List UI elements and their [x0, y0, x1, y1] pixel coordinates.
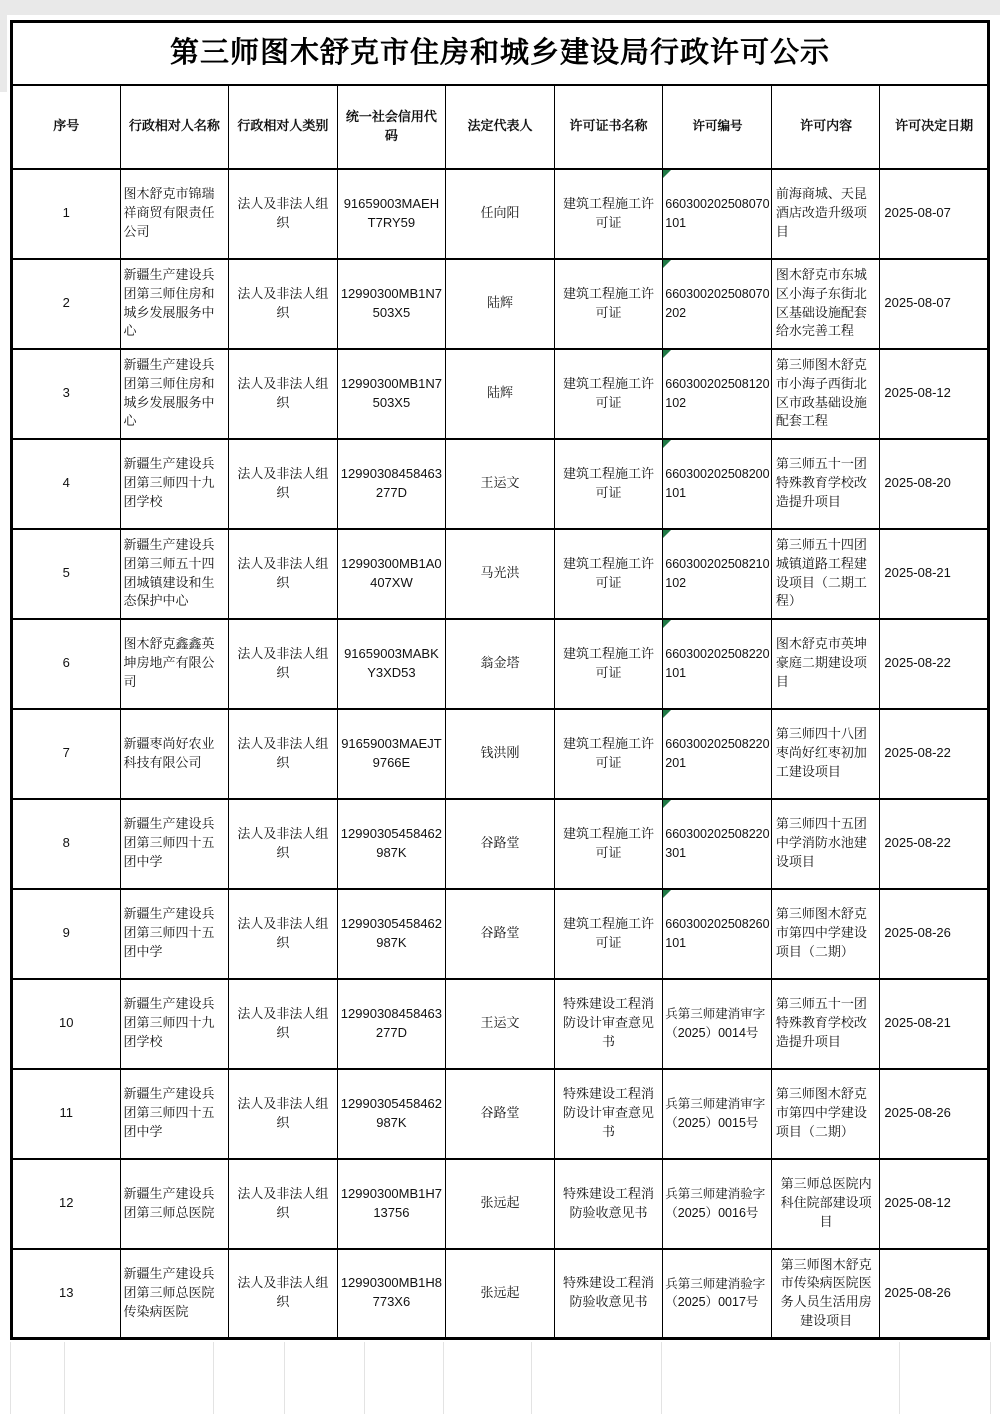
- gridline: [661, 1342, 662, 1414]
- cell-rep: 张远起: [446, 1249, 555, 1339]
- cell-code: 12990305458462987K: [337, 1069, 446, 1159]
- table-row: [12, 1249, 989, 1339]
- number-as-text-marker-icon: [663, 890, 671, 898]
- cell-content: 第三师五十一团特殊教育学校改造提升项目: [771, 439, 880, 529]
- cell-date: 2025-08-12: [880, 349, 989, 439]
- gridline: [990, 1342, 991, 1414]
- column-header-no: 许可编号: [663, 85, 772, 169]
- cell-category: 法人及非法人组织: [229, 439, 338, 529]
- cell-code: 12990308458463277D: [337, 439, 446, 529]
- cell-name: 新疆生产建设兵团第三师总医院: [120, 1159, 229, 1249]
- cell-cert: 建筑工程施工许可证: [554, 619, 663, 709]
- cell-rep: 陆辉: [446, 259, 555, 349]
- number-as-text-marker-icon: [663, 350, 671, 358]
- table-row: [12, 619, 989, 709]
- table-row: [12, 259, 989, 349]
- table-row: [12, 529, 989, 619]
- table-row: [12, 1159, 989, 1249]
- cell-seq: 2: [12, 259, 121, 349]
- cell-no: 660300202508220201: [663, 709, 772, 799]
- cell-content: 第三师图木舒克市小海子西街北区市政基础设施配套工程: [771, 349, 880, 439]
- cell-name: 新疆生产建设兵团第三师住房和城乡发展服务中心: [120, 349, 229, 439]
- header-row: [12, 85, 989, 169]
- cell-date: 2025-08-07: [880, 169, 989, 259]
- table-row: [12, 349, 989, 439]
- cell-rep: 谷路堂: [446, 1069, 555, 1159]
- cell-category: 法人及非法人组织: [229, 889, 338, 979]
- cell-name: 新疆生产建设兵团第三师四十五团中学: [120, 1069, 229, 1159]
- cell-content: 第三师图木舒克市第四中学建设项目（二期）: [771, 1069, 880, 1159]
- column-header-code: 统一社会信用代码: [337, 85, 446, 169]
- page-title: 第三师图木舒克市住房和城乡建设局行政许可公示: [12, 22, 989, 85]
- cell-date: 2025-08-22: [880, 619, 989, 709]
- gridline: [364, 1342, 365, 1414]
- gridline: [213, 1342, 214, 1414]
- column-header-seq: 序号: [12, 85, 121, 169]
- cell-date: 2025-08-26: [880, 1069, 989, 1159]
- cell-date: 2025-08-22: [880, 799, 989, 889]
- cell-content: 第三师图木舒克市传染病医院医务人员生活用房建设项目: [771, 1249, 880, 1339]
- cell-rep: 王运文: [446, 439, 555, 529]
- number-as-text-marker-icon: [663, 530, 671, 538]
- sheet: [10, 20, 990, 1340]
- permit-table: [10, 20, 990, 1340]
- cell-code: 12990308458463277D: [337, 979, 446, 1069]
- cell-date: 2025-08-21: [880, 529, 989, 619]
- cell-seq: 13: [12, 1249, 121, 1339]
- cell-name: 新疆生产建设兵团第三师四十五团中学: [120, 799, 229, 889]
- cell-category: 法人及非法人组织: [229, 529, 338, 619]
- cell-seq: 11: [12, 1069, 121, 1159]
- gridline: [531, 1342, 532, 1414]
- cell-name: 新疆生产建设兵团第三师四十九团学校: [120, 979, 229, 1069]
- cell-cert: 建筑工程施工许可证: [554, 529, 663, 619]
- cell-category: 法人及非法人组织: [229, 1069, 338, 1159]
- table-row: [12, 709, 989, 799]
- gridline: [899, 1342, 900, 1414]
- table-row: [12, 979, 989, 1069]
- cell-category: 法人及非法人组织: [229, 979, 338, 1069]
- page-margin-top: [0, 0, 1000, 15]
- cell-seq: 5: [12, 529, 121, 619]
- cell-cert: 建筑工程施工许可证: [554, 259, 663, 349]
- cell-rep: 谷路堂: [446, 889, 555, 979]
- cell-content: 第三师总医院内科住院部建设项目: [771, 1159, 880, 1249]
- cell-category: 法人及非法人组织: [229, 1159, 338, 1249]
- cell-content: 图木舒克市英坤豪庭二期建设项目: [771, 619, 880, 709]
- cell-code: 12990300MB1N7503X5: [337, 349, 446, 439]
- cell-seq: 7: [12, 709, 121, 799]
- table-row: [12, 439, 989, 529]
- cell-cert: 建筑工程施工许可证: [554, 349, 663, 439]
- cell-no: 兵第三师建消验字（2025）0017号: [663, 1249, 772, 1339]
- cell-no: 660300202508220101: [663, 619, 772, 709]
- cell-content: 图木舒克市东城区小海子东街北区基础设施配套给水完善工程: [771, 259, 880, 349]
- column-header-category: 行政相对人类别: [229, 85, 338, 169]
- cell-rep: 钱洪刚: [446, 709, 555, 799]
- cell-cert: 建筑工程施工许可证: [554, 709, 663, 799]
- cell-name: 新疆生产建设兵团第三师四十五团中学: [120, 889, 229, 979]
- cell-no: 兵第三师建消验字（2025）0016号: [663, 1159, 772, 1249]
- number-as-text-marker-icon: [663, 440, 671, 448]
- number-as-text-marker-icon: [663, 800, 671, 808]
- number-as-text-marker-icon: [663, 260, 671, 268]
- cell-rep: 翁金塔: [446, 619, 555, 709]
- number-as-text-marker-icon: [663, 620, 671, 628]
- cell-code: 12990300MB1H713756: [337, 1159, 446, 1249]
- cell-rep: 谷路堂: [446, 799, 555, 889]
- cell-cert: 建筑工程施工许可证: [554, 799, 663, 889]
- cell-rep: 陆辉: [446, 349, 555, 439]
- cell-category: 法人及非法人组织: [229, 709, 338, 799]
- gridline: [284, 1342, 285, 1414]
- number-as-text-marker-icon: [663, 170, 671, 178]
- cell-category: 法人及非法人组织: [229, 259, 338, 349]
- cell-cert: 特殊建设工程消防验收意见书: [554, 1159, 663, 1249]
- cell-name: 新疆生产建设兵团第三师五十四团城镇建设和生态保护中心: [120, 529, 229, 619]
- cell-code: 12990305458462987K: [337, 889, 446, 979]
- column-header-date: 许可决定日期: [880, 85, 989, 169]
- cell-code: 12990300MB1A0407XW: [337, 529, 446, 619]
- cell-cert: 建筑工程施工许可证: [554, 889, 663, 979]
- cell-name: 图木舒克市锦瑞祥商贸有限责任公司: [120, 169, 229, 259]
- cell-content: 前海商城、天昆酒店改造升级项目: [771, 169, 880, 259]
- cell-code: 91659003MABKY3XD53: [337, 619, 446, 709]
- cell-date: 2025-08-22: [880, 709, 989, 799]
- page-margin-left: [0, 0, 7, 92]
- cell-content: 第三师五十四团城镇道路工程建设项目（二期工程）: [771, 529, 880, 619]
- gridline: [64, 1342, 65, 1414]
- cell-seq: 4: [12, 439, 121, 529]
- column-header-cert: 许可证书名称: [554, 85, 663, 169]
- column-header-name: 行政相对人名称: [120, 85, 229, 169]
- cell-rep: 张远起: [446, 1159, 555, 1249]
- cell-no: 660300202508120102: [663, 349, 772, 439]
- cell-category: 法人及非法人组织: [229, 1249, 338, 1339]
- cell-no: 兵第三师建消审字（2025）0015号: [663, 1069, 772, 1159]
- gridline: [443, 1342, 444, 1414]
- table-row: [12, 1069, 989, 1159]
- cell-seq: 8: [12, 799, 121, 889]
- number-as-text-marker-icon: [663, 710, 671, 718]
- table-row: [12, 889, 989, 979]
- cell-seq: 6: [12, 619, 121, 709]
- cell-content: 第三师图木舒克市第四中学建设项目（二期）: [771, 889, 880, 979]
- cell-no: 660300202508260101: [663, 889, 772, 979]
- cell-category: 法人及非法人组织: [229, 619, 338, 709]
- cell-code: 91659003MAEHT7RY59: [337, 169, 446, 259]
- cell-cert: 特殊建设工程消防验收意见书: [554, 1249, 663, 1339]
- cell-date: 2025-08-26: [880, 1249, 989, 1339]
- column-header-rep: 法定代表人: [446, 85, 555, 169]
- cell-content: 第三师四十八团枣尚好红枣初加工建设项目: [771, 709, 880, 799]
- title-row: [12, 22, 989, 85]
- cell-date: 2025-08-26: [880, 889, 989, 979]
- cell-name: 新疆生产建设兵团第三师住房和城乡发展服务中心: [120, 259, 229, 349]
- table-row: [12, 169, 989, 259]
- cell-code: 12990305458462987K: [337, 799, 446, 889]
- cell-date: 2025-08-07: [880, 259, 989, 349]
- cell-cert: 建筑工程施工许可证: [554, 439, 663, 529]
- cell-no: 660300202508070101: [663, 169, 772, 259]
- cell-date: 2025-08-12: [880, 1159, 989, 1249]
- cell-no: 兵第三师建消审字（2025）0014号: [663, 979, 772, 1069]
- cell-no: 660300202508210102: [663, 529, 772, 619]
- cell-no: 660300202508200101: [663, 439, 772, 529]
- gridline: [10, 1342, 11, 1414]
- cell-cert: 建筑工程施工许可证: [554, 169, 663, 259]
- cell-name: 新疆生产建设兵团第三师总医院传染病医院: [120, 1249, 229, 1339]
- cell-category: 法人及非法人组织: [229, 349, 338, 439]
- cell-no: 660300202508220301: [663, 799, 772, 889]
- cell-date: 2025-08-21: [880, 979, 989, 1069]
- cell-code: 91659003MAEJT9766E: [337, 709, 446, 799]
- cell-name: 图木舒克鑫鑫英坤房地产有限公司: [120, 619, 229, 709]
- cell-no: 660300202508070202: [663, 259, 772, 349]
- cell-name: 新疆生产建设兵团第三师四十九团学校: [120, 439, 229, 529]
- cell-code: 12990300MB1N7503X5: [337, 259, 446, 349]
- cell-rep: 任向阳: [446, 169, 555, 259]
- cell-seq: 10: [12, 979, 121, 1069]
- cell-rep: 王运文: [446, 979, 555, 1069]
- cell-date: 2025-08-20: [880, 439, 989, 529]
- column-header-content: 许可内容: [771, 85, 880, 169]
- table-body: [12, 169, 989, 1339]
- cell-cert: 特殊建设工程消防设计审查意见书: [554, 979, 663, 1069]
- cell-name: 新疆枣尚好农业科技有限公司: [120, 709, 229, 799]
- cell-seq: 9: [12, 889, 121, 979]
- cell-seq: 1: [12, 169, 121, 259]
- cell-seq: 12: [12, 1159, 121, 1249]
- cell-cert: 特殊建设工程消防设计审查意见书: [554, 1069, 663, 1159]
- cell-content: 第三师四十五团中学消防水池建设项目: [771, 799, 880, 889]
- cell-content: 第三师五十一团特殊教育学校改造提升项目: [771, 979, 880, 1069]
- cell-rep: 马光洪: [446, 529, 555, 619]
- cell-seq: 3: [12, 349, 121, 439]
- cell-code: 12990300MB1H8773X6: [337, 1249, 446, 1339]
- table-head: [12, 22, 989, 169]
- cell-category: 法人及非法人组织: [229, 169, 338, 259]
- cell-category: 法人及非法人组织: [229, 799, 338, 889]
- table-row: [12, 799, 989, 889]
